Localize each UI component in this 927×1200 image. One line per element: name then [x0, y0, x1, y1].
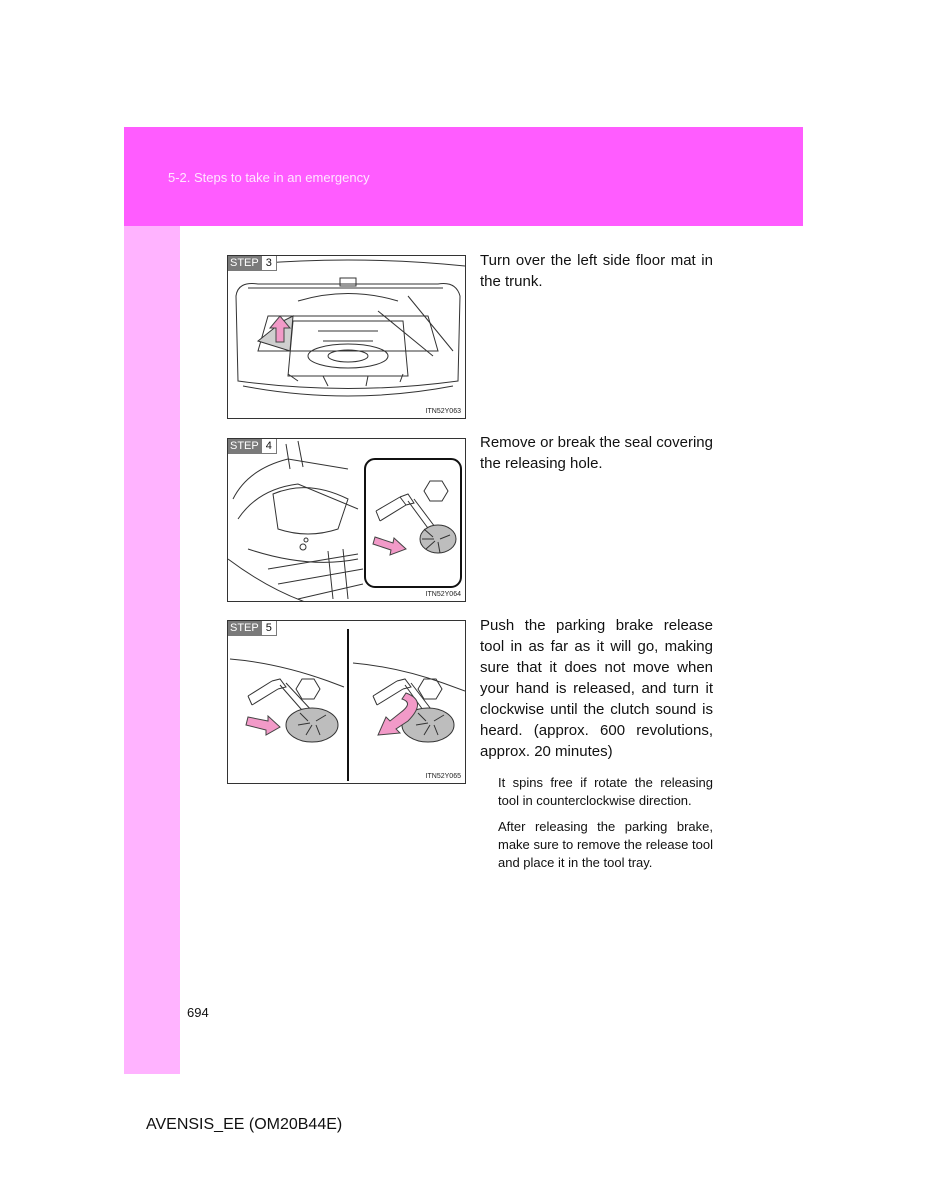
seal-cover-illustration [228, 439, 466, 602]
step-5-text: Push the parking brake release tool in as far as it will go, making sure that it does not move when your hand is released, and turn it clockwise until the clutch sound is heard. (approx. 600 revolutions, approx. 20 minutes) [480, 617, 713, 760]
section-title: 5-2. Steps to take in an emergency [168, 170, 370, 185]
section-header-band [124, 127, 803, 226]
page-number: 694 [187, 1005, 209, 1020]
figure-code: ITN52Y063 [425, 408, 461, 415]
step-number: 3 [262, 256, 277, 271]
step-label: STEP [228, 439, 262, 454]
note-remove-tool: After releasing the parking brake, make sure to remove the release tool and place it in the tool tray. [498, 819, 713, 870]
release-tool-illustration [228, 621, 466, 784]
figure-code: ITN52Y065 [425, 773, 461, 780]
step-3-text: Turn over the left side floor mat in the trunk. [480, 252, 713, 290]
step-number: 5 [262, 621, 277, 636]
footer-model-code: AVENSIS_EE (OM20B44E) [146, 1116, 343, 1133]
step-label: STEP [228, 256, 262, 271]
trunk-floor-mat-illustration [228, 256, 466, 419]
step-3-badge [228, 256, 277, 271]
step-5-badge [228, 621, 277, 636]
step-4-badge [228, 439, 277, 454]
step-label: STEP [228, 621, 262, 636]
note-counterclockwise: It spins free if rotate the releasing tool in counterclockwise direction. [498, 775, 713, 808]
step-4-figure [227, 438, 466, 602]
side-tab-band [124, 226, 180, 1074]
step-5-figure [227, 620, 466, 784]
step-3-figure [227, 255, 466, 419]
step-4-text: Remove or break the seal covering the releasing hole. [480, 434, 713, 472]
step-number: 4 [262, 439, 277, 454]
figure-code: ITN52Y064 [425, 591, 461, 598]
